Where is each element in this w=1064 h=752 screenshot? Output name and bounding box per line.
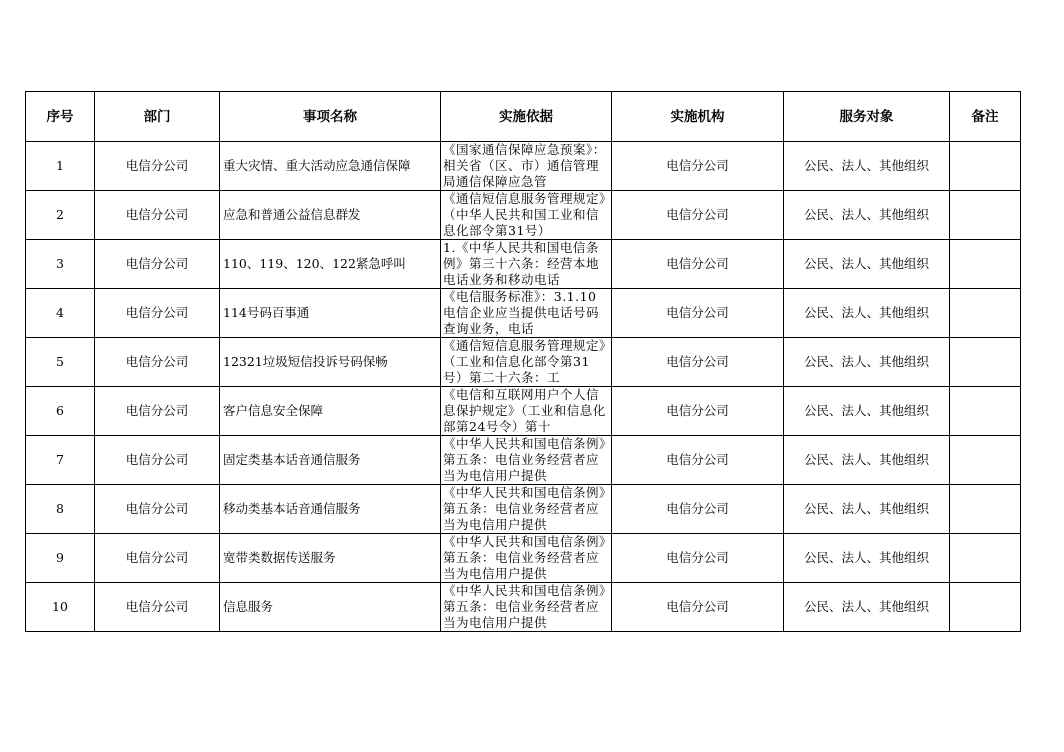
cell-target: 公民、法人、其他组织 [784,436,950,485]
cell-seq: 6 [26,387,95,436]
cell-item: 宽带类数据传送服务 [220,534,441,583]
cell-agency: 电信分公司 [612,142,784,191]
header-row [26,92,1021,142]
cell-item: 114号码百事通 [220,289,441,338]
basis-text: 《中华人民共和国电信条例》第五条：电信业务经营者应当为电信用户提供 [443,436,606,483]
cell-target: 公民、法人、其他组织 [784,191,950,240]
basis-text: 《电信服务标准》：3.1.10电信企业应当提供电话号码查询业务，电话 [443,289,600,336]
cell-remark [950,534,1021,583]
cell-seq: 3 [26,240,95,289]
cell-agency: 电信分公司 [612,191,784,240]
cell-seq: 1 [26,142,95,191]
basis-text: 《电信和互联网用户个人信息保护规定》（工业和信息化部第24号令）第十 [443,387,606,434]
cell-remark [950,436,1021,485]
cell-item: 12321垃圾短信投诉号码保畅 [220,338,441,387]
cell-target: 公民、法人、其他组织 [784,485,950,534]
service-items-sheet [25,91,1020,632]
cell-basis [441,142,612,191]
cell-seq: 5 [26,338,95,387]
cell-item: 110、119、120、122紧急呼叫 [220,240,441,289]
cell-dept: 电信分公司 [95,534,220,583]
header-item: 事项名称 [220,92,441,142]
service-items-table [25,91,1021,632]
table-row [26,583,1021,632]
cell-seq: 10 [26,583,95,632]
basis-text: 《通信短信息服务管理规定》（工业和信息化部令第31号）第二十六条：工 [443,338,606,385]
cell-remark [950,485,1021,534]
table-row [26,142,1021,191]
cell-dept: 电信分公司 [95,142,220,191]
cell-agency: 电信分公司 [612,289,784,338]
cell-target: 公民、法人、其他组织 [784,142,950,191]
cell-basis [441,534,612,583]
cell-target: 公民、法人、其他组织 [784,583,950,632]
table-row [26,289,1021,338]
table-row [26,387,1021,436]
table-row [26,534,1021,583]
cell-seq: 8 [26,485,95,534]
cell-dept: 电信分公司 [95,387,220,436]
cell-dept: 电信分公司 [95,436,220,485]
header-agency: 实施机构 [612,92,784,142]
cell-target: 公民、法人、其他组织 [784,289,950,338]
cell-remark [950,289,1021,338]
cell-dept: 电信分公司 [95,289,220,338]
cell-seq: 7 [26,436,95,485]
cell-agency: 电信分公司 [612,485,784,534]
cell-item: 信息服务 [220,583,441,632]
header-basis: 实施依据 [441,92,612,142]
cell-basis [441,436,612,485]
cell-agency: 电信分公司 [612,240,784,289]
basis-text: 《中华人民共和国电信条例》第五条：电信业务经营者应当为电信用户提供 [443,583,606,630]
basis-text: 1.《中华人民共和国电信条例》第三十六条：经营本地电话业务和移动电话 [443,240,600,287]
cell-item: 应急和普通公益信息群发 [220,191,441,240]
cell-item: 固定类基本话音通信服务 [220,436,441,485]
table-row [26,338,1021,387]
cell-target: 公民、法人、其他组织 [784,240,950,289]
table-row [26,240,1021,289]
cell-agency: 电信分公司 [612,534,784,583]
cell-target: 公民、法人、其他组织 [784,387,950,436]
table-row [26,436,1021,485]
header-dept: 部门 [95,92,220,142]
cell-agency: 电信分公司 [612,436,784,485]
basis-text: 《通信短信息服务管理规定》（中华人民共和国工业和信息化部令第31号） [443,191,606,238]
cell-remark [950,142,1021,191]
table-body [26,142,1021,632]
cell-agency: 电信分公司 [612,583,784,632]
cell-dept: 电信分公司 [95,191,220,240]
cell-agency: 电信分公司 [612,387,784,436]
cell-dept: 电信分公司 [95,240,220,289]
cell-remark [950,583,1021,632]
basis-text: 《国家通信保障应急预案》：相关省（区、市）通信管理局通信保障应急管 [443,142,606,189]
table-row [26,191,1021,240]
cell-target: 公民、法人、其他组织 [784,338,950,387]
basis-text: 《中华人民共和国电信条例》第五条：电信业务经营者应当为电信用户提供 [443,534,606,581]
basis-text: 《中华人民共和国电信条例》第五条：电信业务经营者应当为电信用户提供 [443,485,606,532]
cell-target: 公民、法人、其他组织 [784,534,950,583]
cell-basis [441,583,612,632]
cell-basis [441,240,612,289]
cell-item: 客户信息安全保障 [220,387,441,436]
cell-basis [441,485,612,534]
cell-dept: 电信分公司 [95,338,220,387]
table-row [26,485,1021,534]
cell-remark [950,387,1021,436]
cell-dept: 电信分公司 [95,485,220,534]
cell-seq: 2 [26,191,95,240]
cell-basis [441,338,612,387]
cell-agency: 电信分公司 [612,338,784,387]
cell-item: 重大灾情、重大活动应急通信保障 [220,142,441,191]
cell-remark [950,338,1021,387]
cell-dept: 电信分公司 [95,583,220,632]
cell-item: 移动类基本话音通信服务 [220,485,441,534]
cell-basis [441,191,612,240]
cell-remark [950,240,1021,289]
cell-basis [441,387,612,436]
cell-basis [441,289,612,338]
header-target: 服务对象 [784,92,950,142]
cell-seq: 9 [26,534,95,583]
cell-remark [950,191,1021,240]
cell-seq: 4 [26,289,95,338]
header-remark: 备注 [950,92,1021,142]
header-seq: 序号 [26,92,95,142]
